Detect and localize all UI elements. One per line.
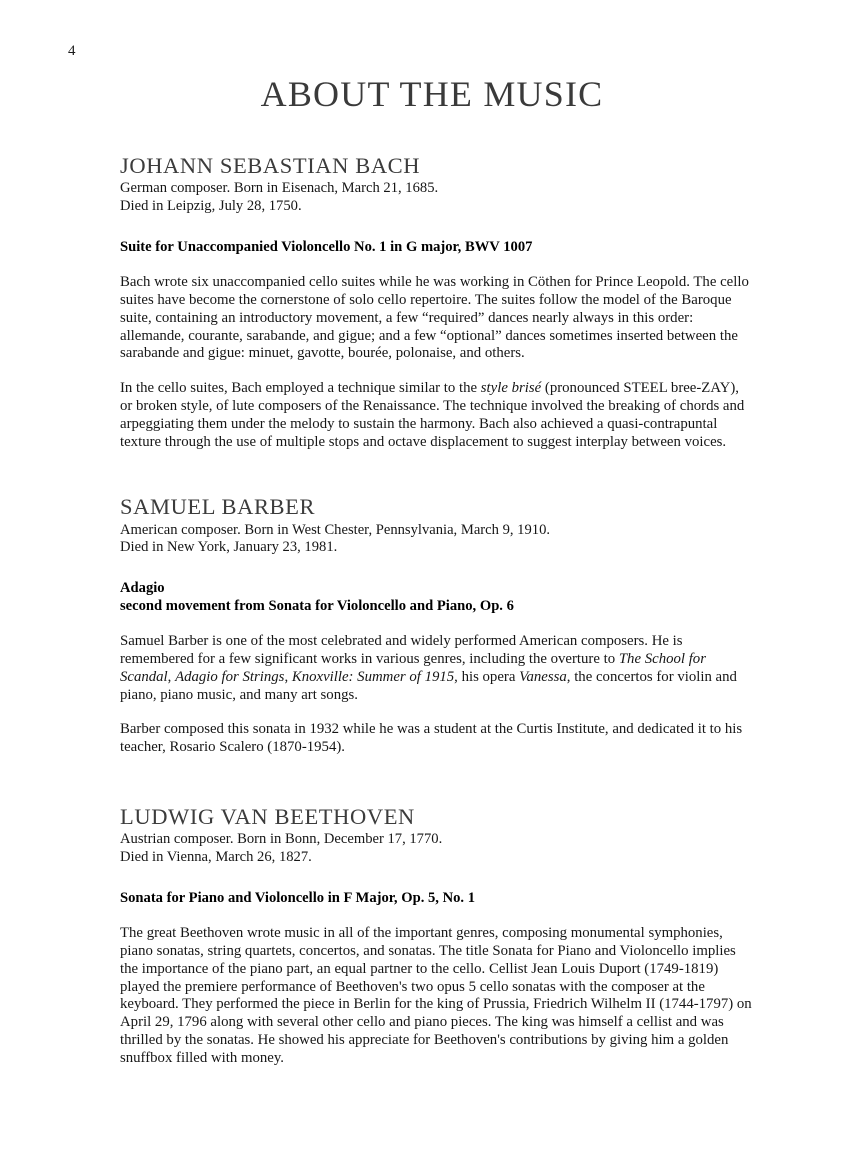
- paragraph-bach-2: [120, 380, 752, 451]
- work-title-line-2: second movement from Sonata for Violoncello and Piano, Op. 6: [120, 597, 514, 614]
- spacer: [120, 907, 752, 925]
- section-spacer: [120, 757, 752, 803]
- composer-dates-beethoven: [120, 831, 752, 866]
- text-run: In the cello suites, Bach employed a technique similar to the: [120, 380, 481, 397]
- text-run: , his opera: [454, 668, 520, 685]
- spacer: [120, 867, 752, 890]
- section-spacer: [120, 451, 752, 493]
- composer-name-bach: JOHANN SEBASTIAN BACH: [120, 153, 421, 178]
- text-run: (pronounced STEEL bree-ZAY), or broken style, of lute composers of the Renaissance. The technique involved the breaking of chords and arpeggiating them under the melody to sustain the harmony. Bach also achieved a quasi-contrapuntal texture through the use of multiple stops and octave displacement to suggest interplay between voices.: [120, 380, 745, 450]
- italic-work-vanessa: Vanessa: [519, 668, 567, 685]
- composer-death-line: Died in Vienna, March 26, 1827.: [120, 849, 312, 866]
- spacer: [120, 704, 752, 721]
- spacer: [120, 615, 752, 633]
- page-number: 4: [68, 43, 76, 59]
- work-title-beethoven: Sonata for Piano and Violoncello in F Major, Op. 5, No. 1: [120, 889, 476, 906]
- text-run: ,: [284, 668, 292, 685]
- spacer: [120, 216, 752, 239]
- composer-name-beethoven: LUDWIG VAN BEETHOVEN: [120, 803, 415, 829]
- spacer: [120, 557, 752, 580]
- paragraph-beethoven-1: The great Beethoven wrote music in all of the important genres, composing monumental symphonies, piano sonatas, string quartets, concertos, and sonatas. The title Sonata for Piano and Violoncello implies the importance of the piano part, an equal partner to the cello. Cellist Jean Louis Duport (1749-1819) played the premiere performance of Beethoven's two opus 5 cello sonatas with the composer at the keyboard. They performed the piece in Berlin for the king of Prussia, Friedrich Wilhelm II (1744-1797) on April 29, 1796 along with several other cello and piano pieces. The king was himself a cellist and was thrilled by the sonatas. He showed his appreciate for Beethoven's contributions by giving him a golden snuffbox filled with money.: [120, 925, 752, 1066]
- italic-work-adagio-for-strings: Adagio for Strings: [175, 668, 285, 685]
- work-title-bach: Suite for Unaccompanied Violoncello No. 1 in G major, BWV 1007: [120, 238, 533, 255]
- composer-dates-bach: [120, 180, 752, 215]
- work-title-line-1: Adagio: [120, 580, 165, 597]
- composer-death-line: Died in New York, January 23, 1981.: [120, 539, 338, 556]
- text-run: Samuel Barber is one of the most celebrated and widely performed American composers. He is remembered for a few significant works in various genres, including the overture to: [120, 633, 683, 667]
- spacer: [120, 363, 752, 380]
- composer-birth-line: American composer. Born in West Chester, Pennsylvania, March 9, 1910.: [120, 521, 551, 538]
- paragraph-bach-1: Bach wrote six unaccompanied cello suites while he was working in Cöthen for Prince Leopold. The cello suites have become the cornerstone of solo cello repertoire. The suites follow the model of the Baroque suite, containing an introductory movement, a few “required” dances nearly always in this order: allemande, courante, sarabande, and gigue; and a few “optional” dances sometimes inserted between the sarabande and gigue: minuet, gavotte, bourée, polonaise, and others.: [120, 274, 749, 362]
- text-run: , the concertos for violin and piano, piano music, and many art songs.: [120, 668, 737, 703]
- composer-birth-line: German composer. Born in Eisenach, March 21, 1685.: [120, 180, 439, 197]
- text-run: ,: [167, 668, 176, 685]
- composer-section-bach: [120, 152, 752, 451]
- italic-term-style-brise: style brisé: [480, 380, 542, 397]
- italic-work-school-for-scandal: The School for Scandal: [120, 651, 706, 685]
- composer-section-barber: [120, 493, 752, 757]
- paragraph-barber-1: [120, 633, 752, 704]
- paragraph-barber-2: Barber composed this sonata in 1932 while he was a student at the Curtis Institute, and dedicated it to his teacher, Rosario Scalero (1870-1954).: [120, 721, 743, 756]
- spacer: [120, 256, 752, 274]
- page-title: ABOUT THE MUSIC: [260, 74, 604, 114]
- composer-name-barber: SAMUEL BARBER: [120, 494, 316, 520]
- italic-work-knoxville: Knoxville: Summer of 1915: [291, 668, 455, 685]
- composer-section-beethoven: [120, 803, 752, 1068]
- composer-birth-line: Austrian composer. Born in Bonn, December 17, 1770.: [120, 831, 443, 848]
- page-content: [120, 152, 752, 1068]
- composer-dates-barber: [120, 522, 752, 557]
- composer-death-line: Died in Leipzig, July 28, 1750.: [120, 198, 302, 215]
- work-title-barber: [120, 580, 752, 615]
